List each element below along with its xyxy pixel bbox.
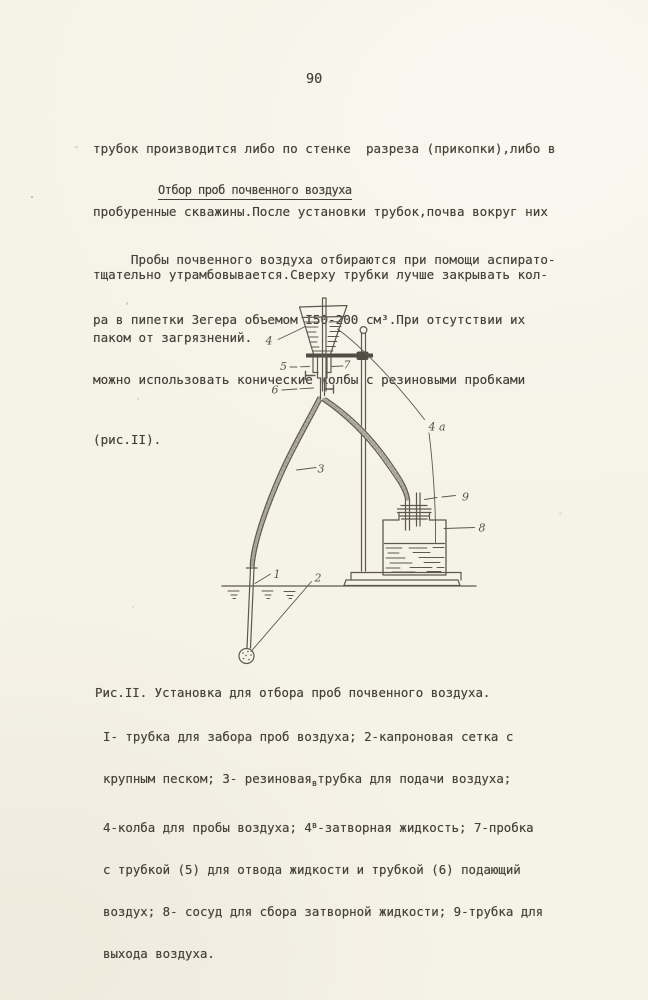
scan-speck	[559, 512, 562, 515]
page-number: 90	[306, 71, 323, 87]
text-line: паком от загрязнений.	[93, 330, 253, 345]
text-line: трубок производится либо по стенке разреза (прикопки),либо в	[93, 141, 556, 156]
sand-dots	[242, 651, 252, 661]
legend-line: воздух; 8- сосуд для сбора затворной жидкости; 9-трубка для	[103, 904, 544, 919]
figure-legend	[103, 702, 543, 989]
superscript-mark: в	[311, 821, 318, 831]
hose-supply	[250, 397, 322, 568]
figure-labels	[265, 335, 486, 585]
collection-vessel	[383, 493, 446, 575]
text-line: (рис.II).	[93, 432, 162, 447]
figure-label-3: 3	[317, 462, 325, 476]
figure-label-2: 2	[314, 571, 322, 585]
scan-speck	[126, 302, 128, 305]
text-line: можно использовать конические колбы с резиновыми пробками	[93, 372, 526, 387]
leader-lines	[251, 327, 475, 652]
scan-speck	[75, 146, 78, 148]
figure-label-8: 8	[478, 521, 486, 535]
figure-caption: Рис.II. Установка для отбора проб почвенного воздуха.	[95, 685, 491, 700]
figure-label-5: 5	[280, 360, 287, 373]
funnel-stopper	[306, 358, 334, 400]
text-line: тщательно утрамбовывается.Сверху трубки лучше закрывать кол-	[93, 267, 548, 282]
text-line: Пробы почвенного воздуха отбираются при помощи аспирато-	[93, 252, 556, 267]
figure-label-9: 9	[462, 490, 469, 504]
figure-label-7: 7	[343, 358, 351, 372]
legend-line: 4-колба для пробы воздуха; $4^в$-затворная жидкость; 7-пробка	[103, 820, 534, 835]
figure-label-1: 1	[273, 568, 281, 581]
figure-label-6: 6	[271, 383, 279, 397]
text-line: ра в пипетки Зегера объемом I50-200 см³.При отсутствии их	[93, 312, 526, 327]
figure-label-4: 4	[265, 334, 273, 348]
clamp-bar	[306, 352, 373, 361]
legend-line: крупным песком; 3- резиновая$_в$трубка для подачи воздуха;	[103, 771, 512, 789]
stray-subscript-mark: в	[311, 779, 318, 789]
soil-tube	[239, 568, 257, 664]
ground	[222, 586, 476, 599]
scan-speck	[31, 196, 33, 198]
flask-funnel	[300, 298, 348, 391]
text-line: пробуренные скважины.После установки трубок,почва вокруг них	[93, 204, 548, 219]
legend-line: выхода воздуха.	[103, 946, 215, 961]
figure-label-4a: 4 а	[428, 420, 446, 434]
stand	[344, 327, 461, 586]
legend-line: с трубкой (5) для отвода жидкости и трубкой (6) подающий	[103, 862, 521, 877]
legend-line: I- трубка для забора проб воздуха; 2-капроновая сетка с	[103, 729, 514, 744]
section-heading: Отбор проб почвенного воздуха	[158, 183, 352, 200]
scan-speck	[132, 606, 134, 608]
scan-speck	[137, 398, 139, 400]
